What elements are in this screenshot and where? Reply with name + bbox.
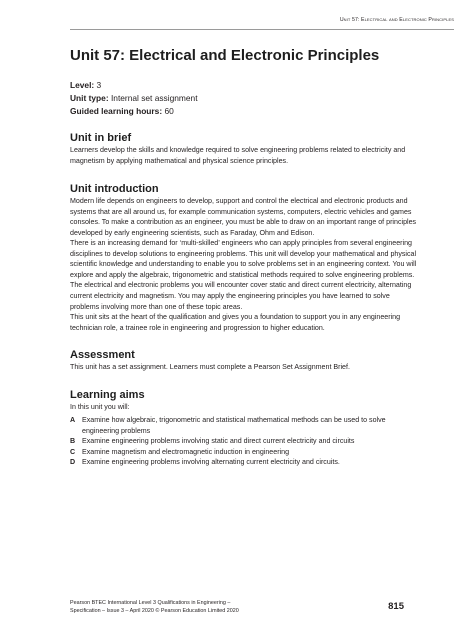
learning-aim-item	[70, 415, 420, 436]
level-value: 3	[96, 80, 102, 90]
aim-text: Examine magnetism and electromagnetic induction in engineering	[82, 447, 290, 456]
unit-type-value: Internal set assignment	[110, 93, 198, 103]
learning-aim-item	[70, 447, 420, 458]
assessment-section	[70, 348, 420, 373]
learning-aims-heading: Learning aims	[70, 388, 145, 401]
intro-paragraph: This unit sits at the heart of the qualification and gives you a foundation to support you in any engineering technician role, a trainee role in engineering and progression to higher education.	[70, 313, 401, 332]
unit-introduction-section	[70, 182, 420, 333]
hours-value: 60	[164, 106, 174, 116]
page-content	[70, 46, 420, 468]
aim-letter: C	[70, 447, 76, 456]
aim-letter: B	[70, 437, 76, 446]
unit-in-brief-text: Learners develop the skills and knowledge required to solve engineering problems related to electricity and magnetism by applying mathematical and physical science principles.	[70, 146, 406, 165]
learning-aim-item	[70, 436, 420, 447]
aim-letter: D	[70, 458, 76, 467]
intro-paragraph: Modern life depends on engineers to develop, support and control the electrical and electronic products and systems that are all around us, for example communication systems, computers, electric vehicles and games consoles. To make a contribution as an engineer, you must be able to draw on an important range of principles developed by early engineering scientists, such as Faraday, Ohm and Edison.	[70, 197, 417, 237]
page-number: 815	[388, 601, 404, 612]
learning-aims-section	[70, 388, 420, 468]
level-row	[70, 79, 420, 92]
intro-paragraph: There is an increasing demand for ‘multi-skilled’ engineers who can apply principles from several engineering disciplines to develop solutions to engineering problems. This unit will develop your mathematical and physical scientific knowledge and understanding to enable you to solve problems set in an engineering context. You will explore and apply the algebraic, trigonometric and statistical methods required to solve engineering problems. The electrical and electronic problems you will encounter cover static and direct current electricity, alternating current electricity and magnetism. You may apply the engineering principles you have learned to solve problems involving more than one of these topic areas.	[70, 239, 417, 311]
unit-type-row	[70, 92, 420, 105]
page-title: Unit 57: Electrical and Electronic Principles	[70, 47, 380, 64]
assessment-heading: Assessment	[70, 349, 135, 362]
aim-letter: A	[70, 416, 76, 425]
header-rule	[70, 29, 454, 30]
footer-line: Specification – Issue 3 – April 2020 © Pearson Education Limited 2020	[70, 608, 239, 615]
aim-text: Examine engineering problems involving alternating current electricity and circuits.	[82, 458, 340, 467]
hours-label: Guided learning hours:	[70, 106, 163, 116]
unit-in-brief-heading: Unit in brief	[70, 132, 132, 144]
unit-type-label: Unit type:	[70, 93, 109, 103]
running-header: Unit 57: Electrical and Electronic Principles	[339, 17, 454, 23]
level-label: Level:	[70, 80, 95, 90]
learning-aims-intro: In this unit you will:	[70, 402, 130, 411]
unit-meta	[70, 79, 420, 118]
aim-text: Examine engineering problems involving static and direct current electricity and circuits	[82, 437, 355, 446]
hours-row	[70, 105, 420, 118]
unit-introduction-heading: Unit introduction	[70, 183, 159, 196]
footer-citation	[70, 599, 239, 615]
learning-aim-item	[70, 457, 420, 468]
aim-text: Examine how algebraic, trigonometric and statistical mathematical methods can be used to solve engineering problems	[82, 416, 386, 435]
unit-in-brief-section	[70, 131, 420, 166]
footer-line: Pearson BTEC International Level 3 Qualifications in Engineering –	[70, 600, 231, 606]
assessment-text: This unit has a set assignment. Learners must complete a Pearson Set Assignment Brief.	[70, 363, 350, 372]
learning-aims-list	[70, 415, 420, 468]
